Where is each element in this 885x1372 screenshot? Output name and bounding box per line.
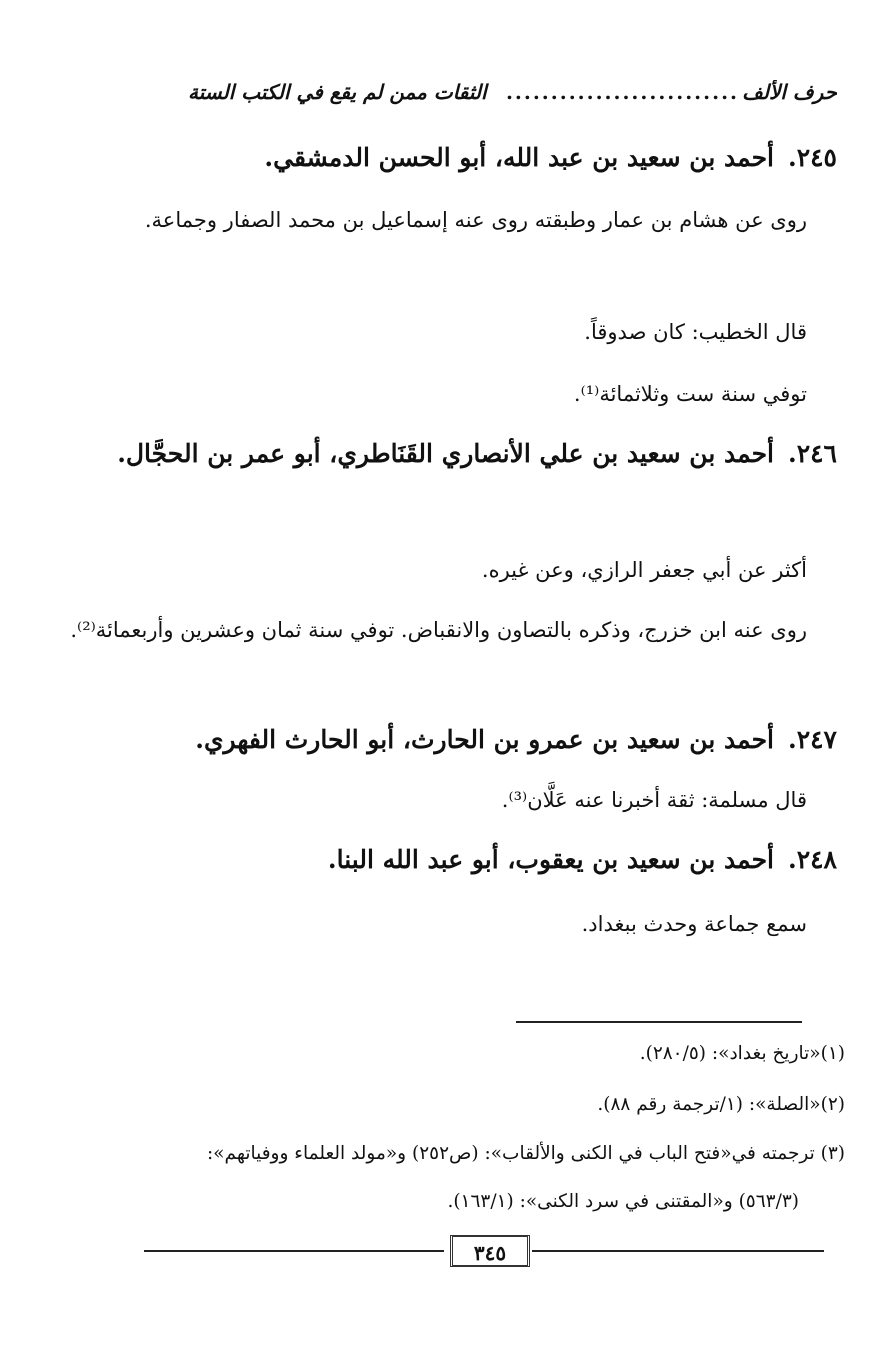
entry-name: أحمد بن سعيد بن علي الأنصاري القَنَاطري، أبو عمر بن الحجَّال. [117,439,774,468]
entry-number: ٢٤٨. [787,845,837,874]
header-book-title: الثقات ممن لم يقع في الكتب الستة [188,80,487,104]
entry-paragraph: روى عن هشام بن عمار وطبقته روى عنه إسماعيل بن محمد الصفار وجماعة. [144,208,807,232]
entry-name: أحمد بن سعيد بن عمرو بن الحارث، أبو الحارث الفهري. [195,725,774,754]
entry-paragraph: توفي سنة ست وثلاثمائة⁽¹⁾. [573,382,807,406]
entry-heading-245 [50,130,837,186]
entry-paragraph: أكثر عن أبي جعفر الرازي، وعن غيره. [481,558,807,582]
entry-paragraph: روى عنه ابن خزرج، وذكره بالتصاون والانقباض. توفي سنة ثمان وعشرين وأربعمائة⁽²⁾. [70,618,807,642]
footnote-3-continued: (٥٦٣/٣) و«المقتنى في سرد الكنى»: (١٦٣/١). [447,1191,799,1212]
entry-paragraph: قال مسلمة: ثقة أخبرنا عنه عَلَّان⁽³⁾. [501,788,807,812]
header-section-title: حرف الألف [742,80,837,104]
page-number-rule-left [144,1250,444,1252]
page-number: ٣٤٥ [450,1235,530,1267]
entry-number: ٢٤٦. [787,439,837,468]
entry-name: أحمد بن سعيد بن عبد الله، أبو الحسن الدمشقي. [264,143,774,172]
page-number-rule-right [532,1250,824,1252]
entry-heading-247 [50,712,837,768]
entry-paragraph: سمع جماعة وحدث ببغداد. [581,912,807,936]
running-header [60,80,837,110]
entry-paragraph: قال الخطيب: كان صدوقاً. [584,320,807,344]
entry-name: أحمد بن سعيد بن يعقوب، أبو عبد الله البنا. [327,845,774,874]
footnote-2: (٢)«الصلة»: (١/ترجمة رقم ٨٨). [597,1094,845,1115]
entry-heading-248 [50,832,837,888]
footnote-3: (٣) ترجمته في«فتح الباب في الكنى والألقاب»: (ص٢٥٢) و«مولد العلماء ووفياتهم»: [206,1143,845,1164]
entry-number: ٢٤٥. [787,143,837,172]
page-number-bar [144,1231,824,1271]
entry-heading-246 [50,426,837,482]
entry-number: ٢٤٧. [787,725,837,754]
footnote-separator [516,1021,802,1023]
header-dot-leader: .......................... [505,80,739,104]
footnote-1: (١)«تاريخ بغداد»: (٢٨٠/٥). [639,1043,845,1064]
